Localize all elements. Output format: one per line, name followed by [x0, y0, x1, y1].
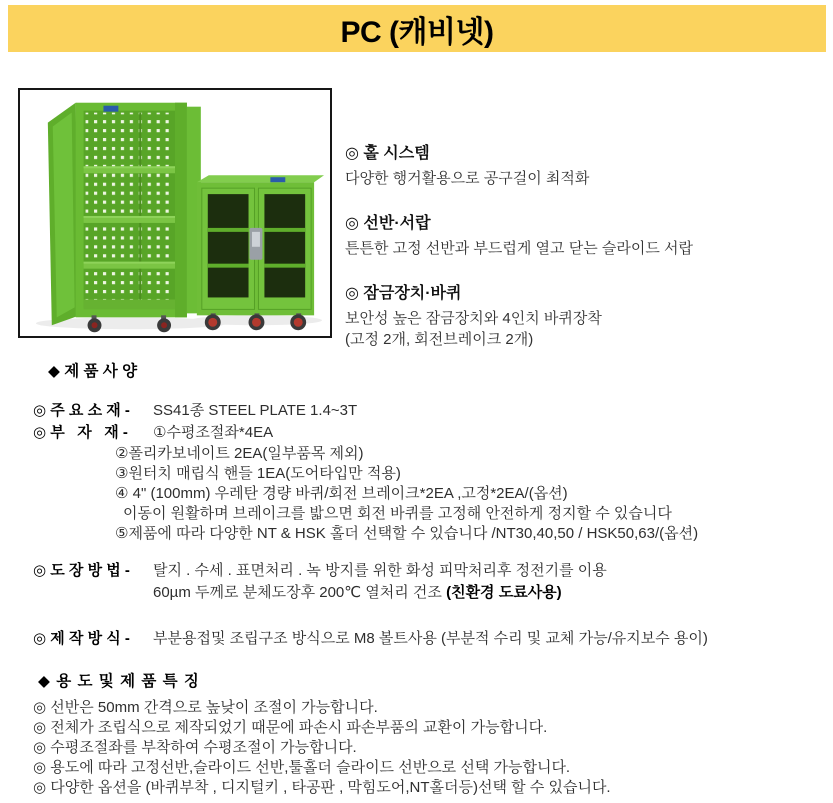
- spec-label: ◎ 주 요 소 재 -: [33, 402, 130, 419]
- feature-line: 튼튼한 고정 선반과 부드럽게 열고 닫는 슬라이드 서랍: [345, 240, 693, 257]
- usage-section-heading: ◆ 용 도 및 제 품 특 징: [38, 673, 200, 690]
- spec-label: ◎ 도 장 방 법 -: [33, 562, 130, 579]
- feature-title: ◎ 잠금장치·바퀴: [345, 285, 462, 302]
- spec-value: SS41종 STEEL PLATE 1.4~3T: [153, 402, 358, 419]
- spec-value: 탈지 . 수세 . 표면처리 . 녹 방지를 위한 화성 피막처리후 정전기를 이용: [153, 562, 607, 579]
- feature-line: 다양한 행거활용으로 공구걸이 최적화: [345, 170, 590, 187]
- spec-sub-item: ⑤제품에 따라 다양한 NT & HSK 홀더 선택할 수 있습니다 /NT30,40,50 / HSK50,63/(옵션): [115, 525, 699, 542]
- feature-line: (고정 2개, 회전브레이크 2개): [345, 331, 534, 348]
- spec-sub-item: ②폴리카보네이트 2EA(일부품목 제외): [115, 445, 364, 462]
- spec-row-material: [33, 400, 823, 422]
- spec-label: ◎ 부 자 재 -: [33, 424, 128, 441]
- short-cabinet-figure: [197, 175, 324, 330]
- spec-section: [33, 362, 823, 798]
- tall-cabinet-figure: [48, 103, 201, 333]
- feature-line: 보안성 높은 잠금장치와 4인치 바퀴장착: [345, 310, 602, 327]
- spec-value: ①수평조절좌*4EA: [153, 424, 274, 441]
- paint-detail-line: [153, 582, 823, 604]
- feature-hole-system: [345, 143, 823, 189]
- feature-title: ◎ 선반·서랍: [345, 215, 431, 232]
- product-photo: [18, 88, 332, 338]
- page-title-banner: [8, 5, 826, 52]
- paint-detail-text: 60µm 두께로 분체도장후 200℃ 열처리 건조: [153, 584, 447, 601]
- spec-section-heading: ◆ 제 품 사 양: [48, 363, 138, 380]
- usage-item: ◎ 선반은 50mm 간격으로 높낮이 조절이 가능합니다.: [33, 699, 378, 716]
- usage-item: ◎ 용도에 따라 고정선반,슬라이드 선반,툴홀더 슬라이드 선반으로 선택 가능합니다.: [33, 759, 571, 776]
- feature-shelf-drawer: [345, 213, 823, 259]
- spec-value: 부분용접및 조립구조 방식으로 M8 볼트사용 (부분적 수리 및 교체 가능/유지보수 용이): [153, 630, 708, 647]
- feature-lock-casters: [345, 283, 823, 350]
- cabinet-product-image: [20, 90, 330, 336]
- feature-list: [345, 143, 823, 374]
- page-title: PC (캐비넷): [340, 15, 494, 49]
- spec-label: ◎ 제 작 방 식 -: [33, 630, 130, 647]
- usage-item: ◎ 수평조절좌를 부착하여 수평조절이 가능합니다.: [33, 739, 357, 756]
- usage-item: ◎ 전체가 조립식으로 제작되었기 때문에 파손시 파손부품의 교환이 가능합니다.: [33, 719, 548, 736]
- spec-sub-item: ③원터치 매립식 핸들 1EA(도어타입만 적용): [115, 465, 401, 482]
- feature-title: ◎ 홀 시스템: [345, 145, 430, 162]
- eco-paint-note: (친환경 도료사용): [446, 584, 562, 601]
- spec-sub-item: 이동이 원활하며 브레이크를 밟으면 회전 바퀴를 고정해 안전하게 정지할 수 있습니다: [123, 505, 672, 522]
- usage-item: ◎ 다양한 옵션을 (바퀴부착 , 디지털키 , 타공판 , 막힘도어,NT홀더등)선택 할 수 있습니다.: [33, 779, 611, 796]
- spec-row-construction: [33, 628, 823, 650]
- spec-row-accessories: [33, 422, 823, 444]
- spec-row-painting: [33, 560, 823, 604]
- spec-sub-item: ④ 4" (100mm) 우레탄 경량 바퀴/회전 브레이크*2EA ,고정*2EA/(옵션): [115, 485, 568, 502]
